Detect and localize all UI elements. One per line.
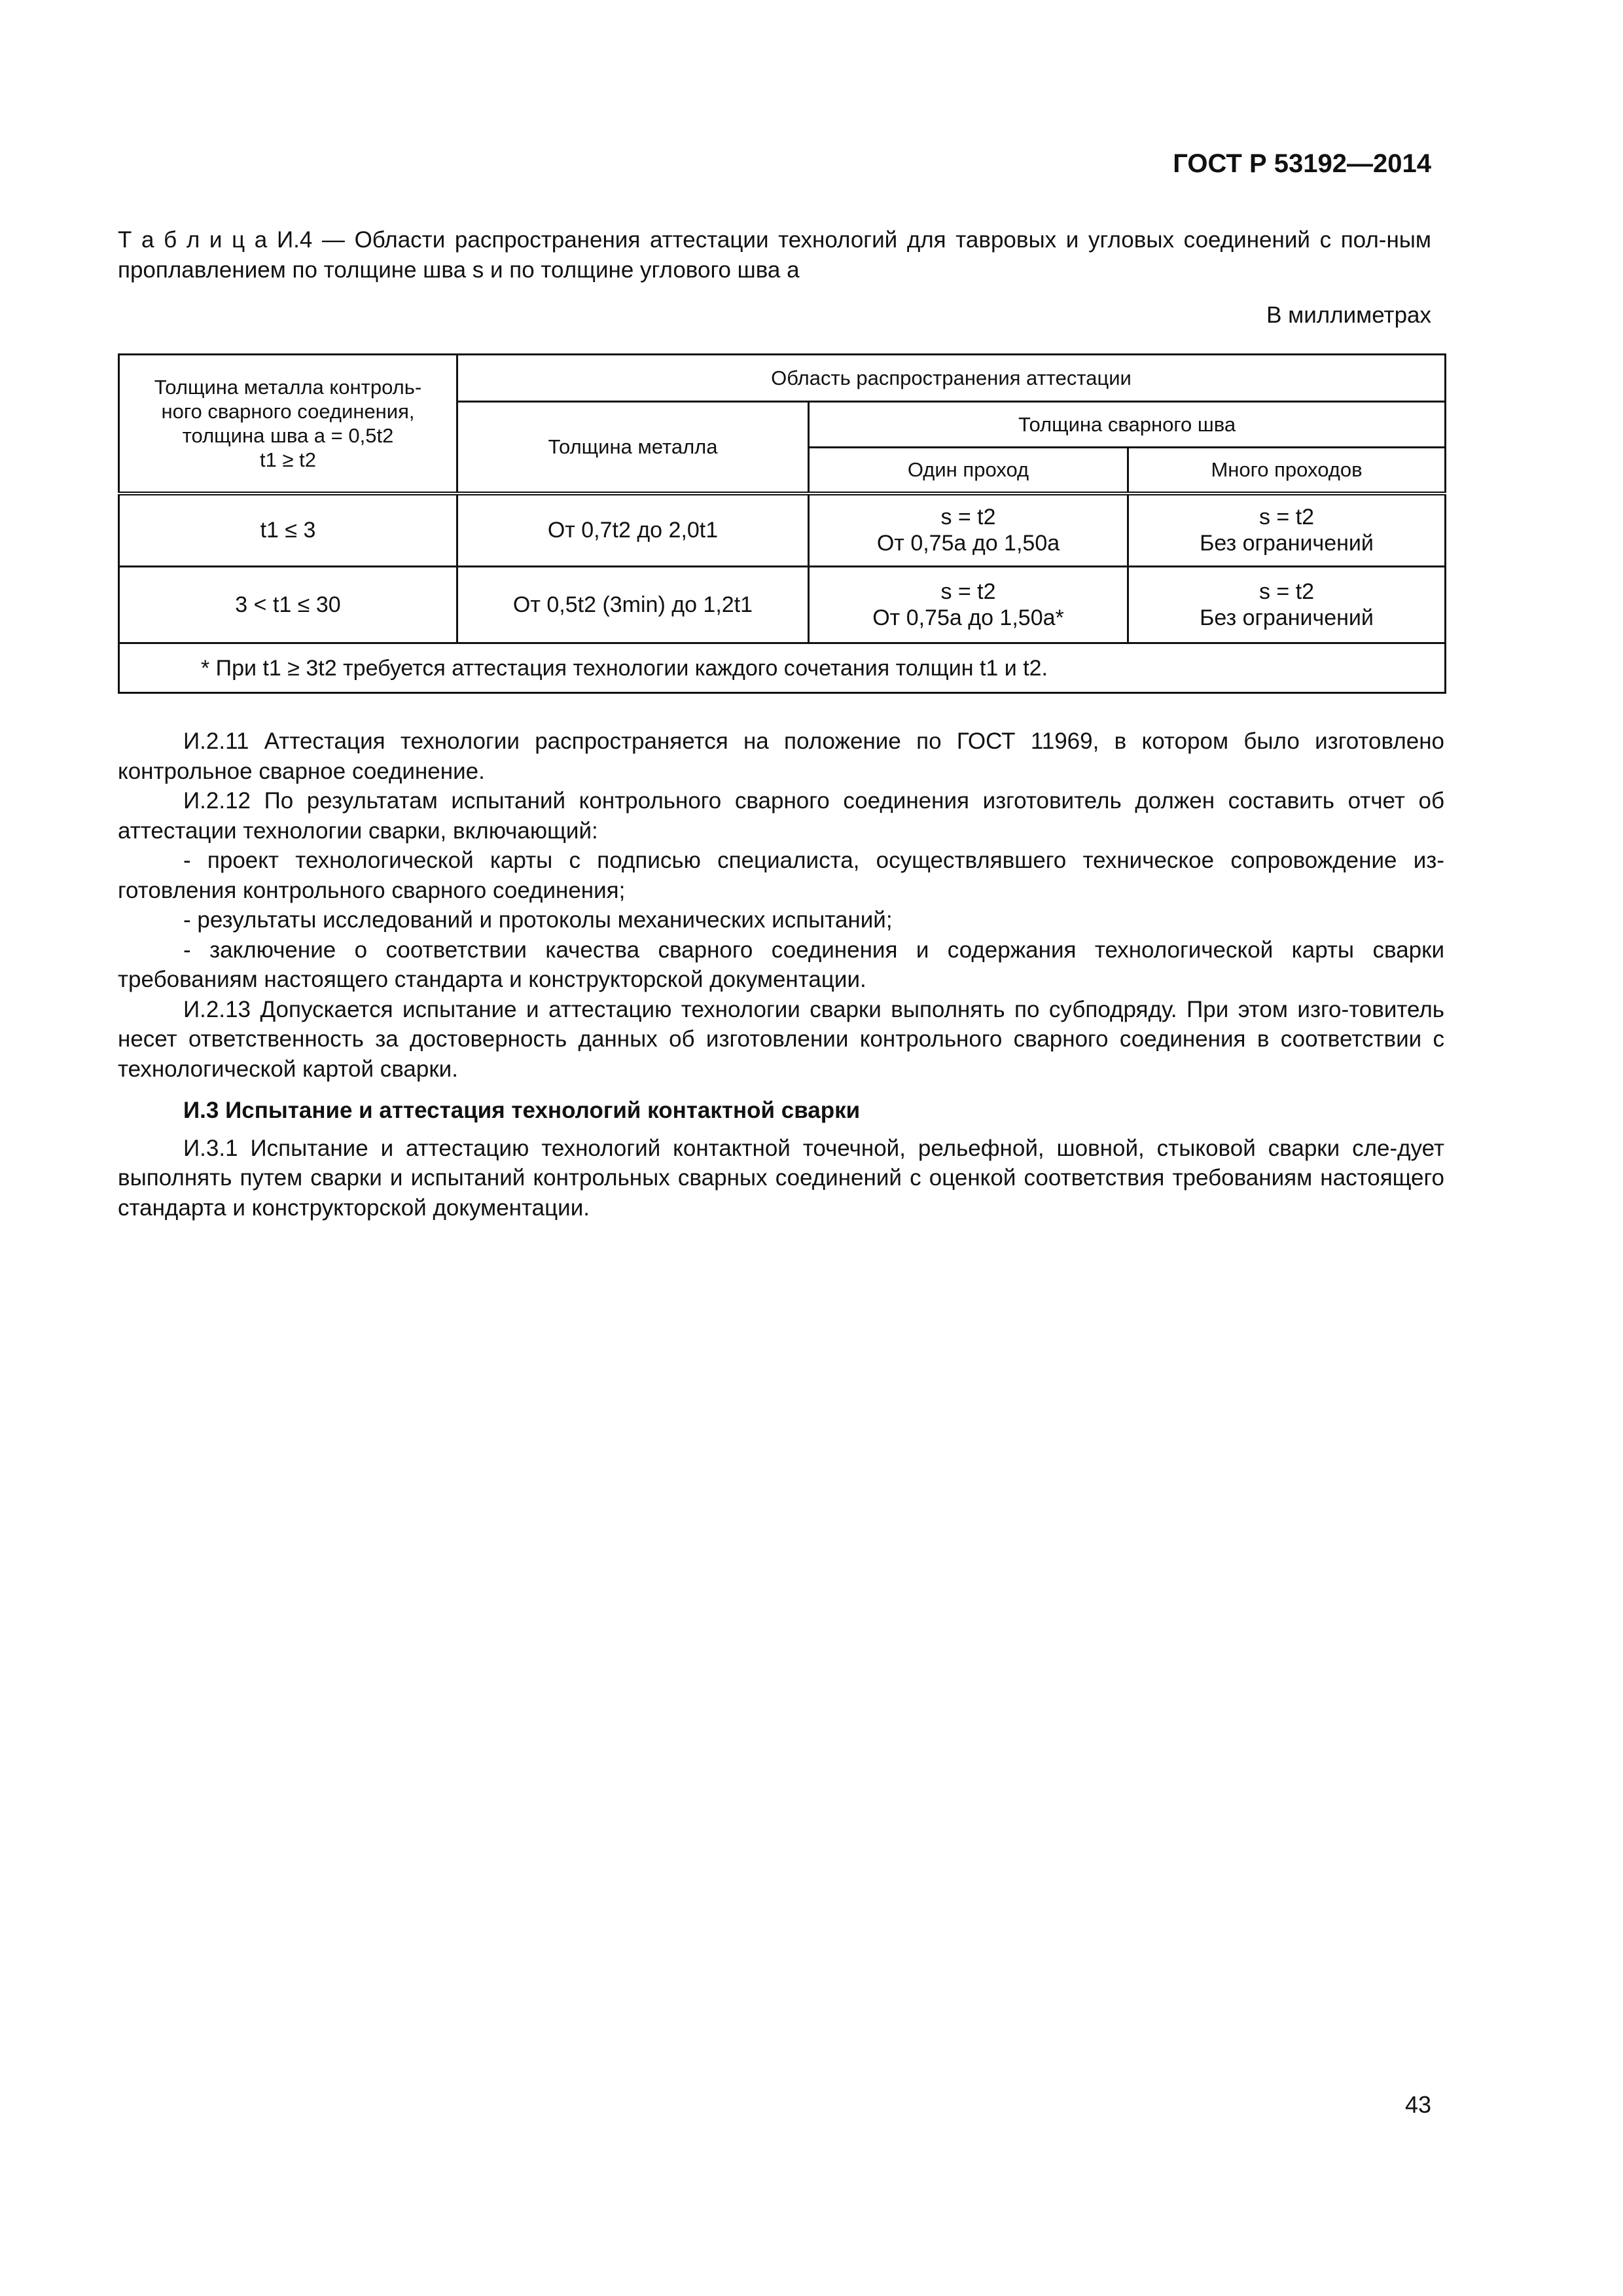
header-single-pass: Один проход — [809, 448, 1128, 493]
clause-i-2-11: И.2.11 Аттестация технологии распространяется на положение по ГОСТ 11969, в котором было изготовлено контрольное сварное соединение. — [118, 728, 1444, 784]
header-col1-line3: толщина шва a = 0,5t2 — [182, 423, 394, 447]
list-item: - заключение о соответствии качества сварного соединения и содержания технологической карты сварки требованиям настоящего стандарта и конструкторской документации. — [118, 937, 1444, 992]
body-text — [118, 726, 1444, 1223]
row2-multi-line1: s = t2 — [1258, 579, 1315, 604]
header-col1-line1: Толщина металла контроль- — [154, 375, 422, 399]
table-footnote: * При t1 ≥ 3t2 требуется аттестация технологии каждого сочетания толщин t1 и t2. — [119, 643, 1446, 693]
row1-multi-line1: s = t2 — [1258, 505, 1315, 530]
header-multi-pass: Много проходов — [1128, 448, 1446, 493]
units-note: В миллиметрах — [1266, 302, 1431, 328]
row2-multi-line2: Без ограничений — [1200, 605, 1374, 630]
header-scope: Область распространения аттестации — [457, 355, 1446, 402]
list-item: - проект технологической карты с подписью специалиста, осуществлявшего техническое сопровождение из-готовления контрольного сварного соединения; — [118, 848, 1444, 903]
table-caption-prefix: Т а б л и ц а — [118, 227, 268, 253]
row2-range: 3 < t1 ≤ 30 — [119, 567, 457, 643]
header-weld-thickness: Толщина сварного шва — [809, 402, 1446, 448]
header-weld-thickness-range — [119, 355, 457, 493]
clause-i-2-12: И.2.12 По результатам испытаний контрольного сварного соединения изготовитель должен составить отчет об аттестации технологии сварки, включающий: — [118, 788, 1444, 844]
section-heading-i-3: И.3 Испытание и аттестация технологий контактной сварки — [183, 1098, 861, 1123]
standard-code: ГОСТ Р 53192—2014 — [1173, 149, 1431, 178]
table-row — [119, 567, 1446, 643]
table-caption — [118, 225, 1431, 285]
clause-i-3-1: И.3.1 Испытание и аттестацию технологий контактной точечной, рельефной, шовной, стыковой сварки сле-дует выполнять путем сварки и испытаний контрольных сварных соединений с оценкой соответствия требованиям настоящего стандарта и конструкторской документации. — [118, 1135, 1444, 1221]
header-metal-thickness: Толщина металла — [457, 402, 809, 493]
header-col1-line2: ного сварного соединения, — [161, 399, 415, 423]
row2-metal: От 0,5t2 (3min) до 1,2t1 — [457, 567, 809, 643]
qualification-table — [118, 353, 1446, 694]
clause-i-2-13: И.2.13 Допускается испытание и аттестацию технологии сварки выполнять по субподряду. При этом изго-товитель несет ответственность за достоверность данных об изготовлении контрольного сварного соединения в соответствии с технологической картой сварки. — [118, 996, 1444, 1082]
row2-single-pass — [809, 567, 1128, 643]
table-caption-text: И.4 — Области распространения аттестации технологий для тавровых и угловых соединений с пол-ным проплавлением по толщине шва s и по толщине углового шва a — [118, 227, 1431, 283]
list-item: - результаты исследований и протоколы механических испытаний; — [183, 907, 893, 933]
row1-single-line2: От 0,75a до 1,50a — [876, 531, 1060, 556]
row1-single-pass — [809, 493, 1128, 567]
row2-single-line1: s = t2 — [940, 579, 996, 604]
row1-multi-line2: Без ограничений — [1200, 531, 1374, 556]
row2-single-line2: От 0,75a до 1,50a* — [872, 605, 1064, 630]
row1-single-line1: s = t2 — [940, 505, 996, 530]
header-col1-line4: t1 ≥ t2 — [260, 448, 316, 471]
row1-multi-pass — [1128, 493, 1446, 567]
row1-range: t1 ≤ 3 — [119, 493, 457, 567]
row1-metal: От 0,7t2 до 2,0t1 — [457, 493, 809, 567]
page-number: 43 — [1404, 2091, 1431, 2118]
row2-multi-pass — [1128, 567, 1446, 643]
table-row — [119, 493, 1446, 567]
